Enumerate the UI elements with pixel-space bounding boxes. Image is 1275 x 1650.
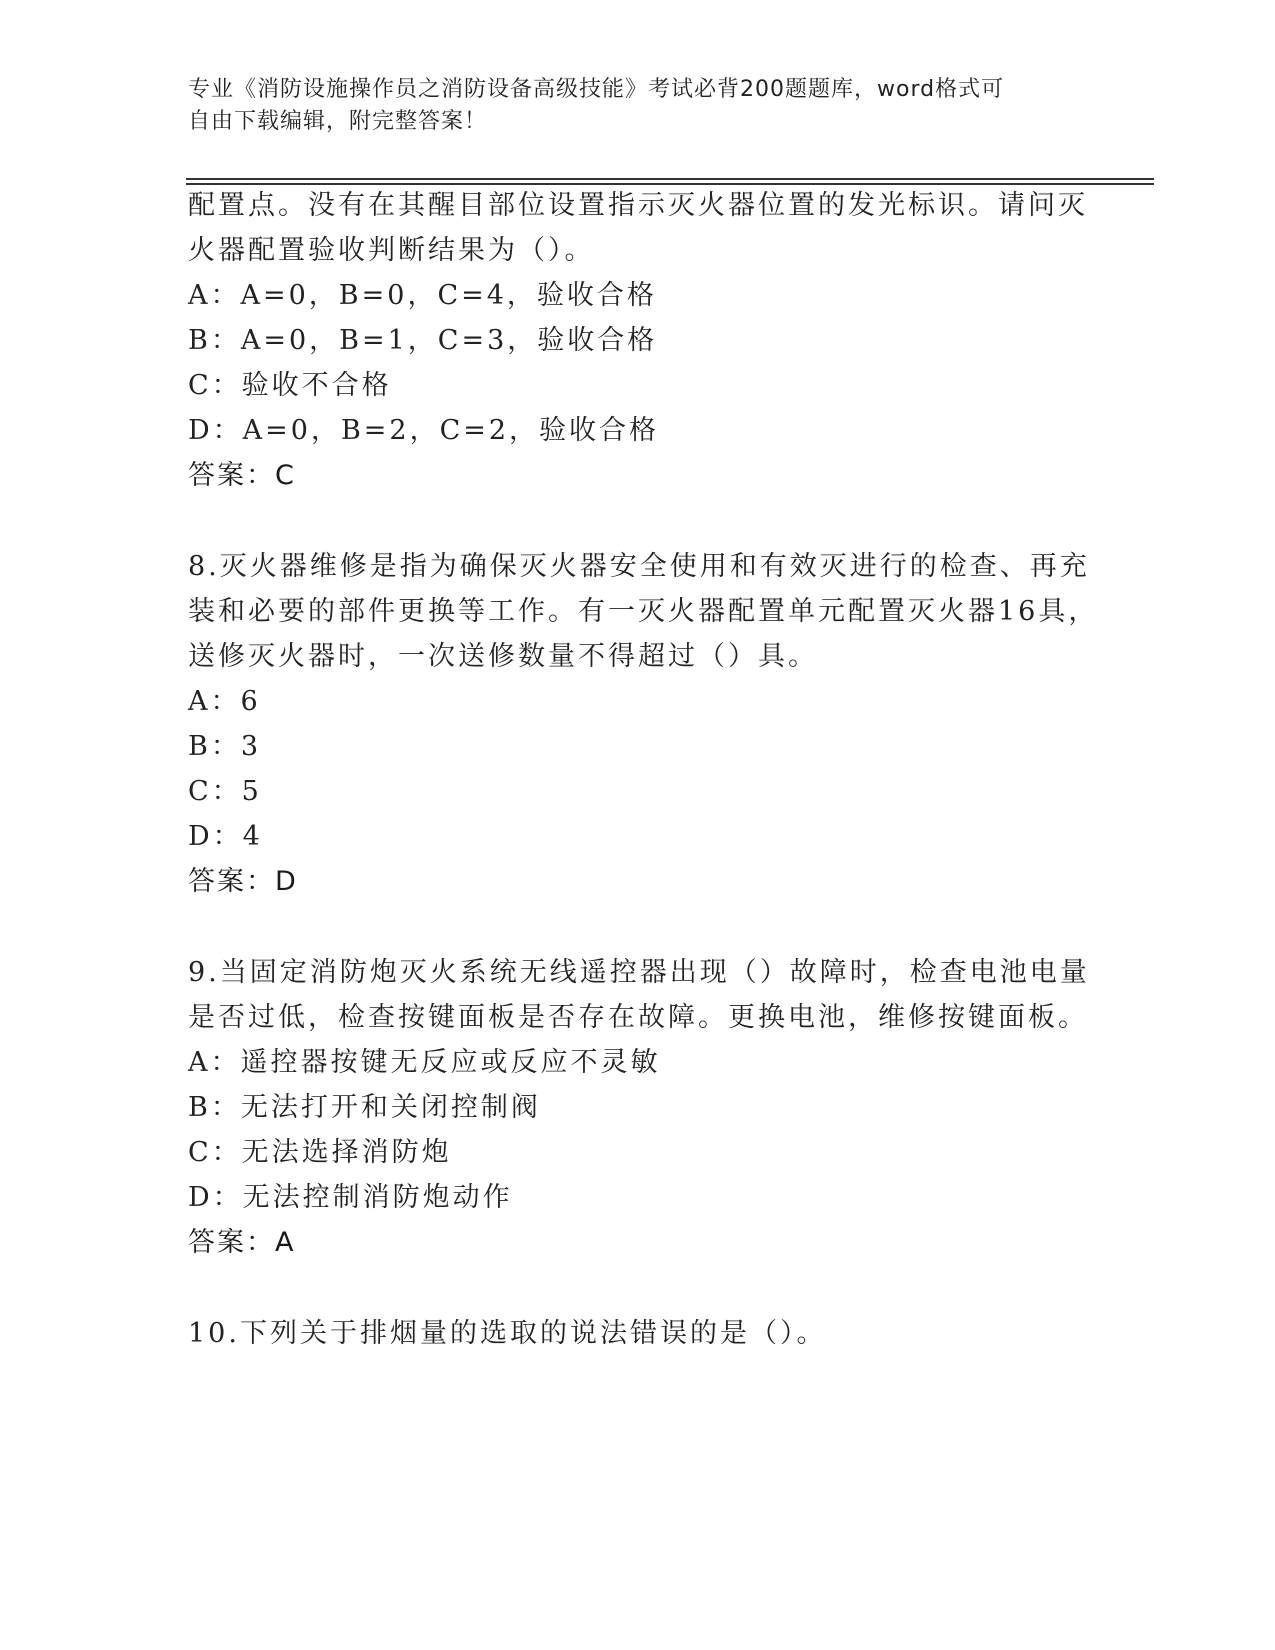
header-line-2: 自由下载编辑，附完整答案！ bbox=[188, 109, 488, 134]
question-7-stem-line-1: 配置点。没有在其醒目部位设置指示灭火器位置的发光标识。请问灭 bbox=[188, 190, 1088, 221]
answer-value: D bbox=[275, 866, 297, 897]
question-9-stem-line-2: 是否过低，检查按键面板是否存在故障。更换电池，维修按键面板。 bbox=[188, 1002, 1088, 1033]
question-10-stem-line-1: 10.下列关于排烟量的选取的说法错误的是（）。 bbox=[188, 1318, 827, 1349]
answer-label: 答案： bbox=[188, 460, 275, 491]
document-header bbox=[188, 74, 1068, 138]
answer-label: 答案： bbox=[188, 1227, 275, 1258]
question-7-option-b: B：A=0，B=1，C=3，验收合格 bbox=[188, 325, 658, 356]
question-7-option-c: C：验收不合格 bbox=[188, 370, 392, 401]
answer-label: 答案： bbox=[188, 866, 275, 897]
header-line-1: 专业《消防设施操作员之消防设备高级技能》考试必背200题题库，word格式可 bbox=[188, 77, 1005, 102]
question-8-answer bbox=[188, 862, 297, 902]
question-9-option-a: A：遥控器按键无反应或反应不灵敏 bbox=[188, 1047, 661, 1078]
question-8-option-d: D：4 bbox=[188, 821, 263, 852]
question-7-option-d: D：A=0，B=2，C=2，验收合格 bbox=[188, 415, 660, 446]
question-8-option-c: C：5 bbox=[188, 776, 262, 807]
question-9-answer bbox=[188, 1223, 294, 1263]
header-divider-bottom bbox=[186, 183, 1154, 185]
answer-value: A bbox=[275, 1227, 295, 1258]
header-divider-top bbox=[186, 178, 1154, 180]
answer-value: C bbox=[275, 460, 295, 491]
question-7-answer bbox=[188, 456, 295, 496]
question-8-stem-line-2: 装和必要的部件更换等工作。有一灭火器配置单元配置灭火器16具， bbox=[188, 596, 1099, 627]
question-9-option-b: B：无法打开和关闭控制阀 bbox=[188, 1092, 541, 1123]
question-9-stem-line-1: 9.当固定消防炮灭火系统无线遥控器出现（）故障时，检查电池电量 bbox=[188, 957, 1090, 988]
question-7-stem-line-2: 火器配置验收判断结果为（）。 bbox=[188, 235, 595, 266]
question-7-option-a: A：A=0，B=0，C=4，验收合格 bbox=[188, 280, 657, 311]
question-8-stem-line-3: 送修灭火器时，一次送修数量不得超过（）具。 bbox=[188, 641, 818, 672]
question-8-stem-line-1: 8.灭火器维修是指为确保灭火器安全使用和有效灭进行的检查、再充 bbox=[188, 551, 1090, 582]
question-8-option-b: B：3 bbox=[188, 731, 262, 762]
question-9-option-c: C：无法选择消防炮 bbox=[188, 1137, 452, 1168]
question-9-option-d: D：无法控制消防炮动作 bbox=[188, 1182, 513, 1213]
question-8-option-a: A：6 bbox=[188, 686, 261, 717]
